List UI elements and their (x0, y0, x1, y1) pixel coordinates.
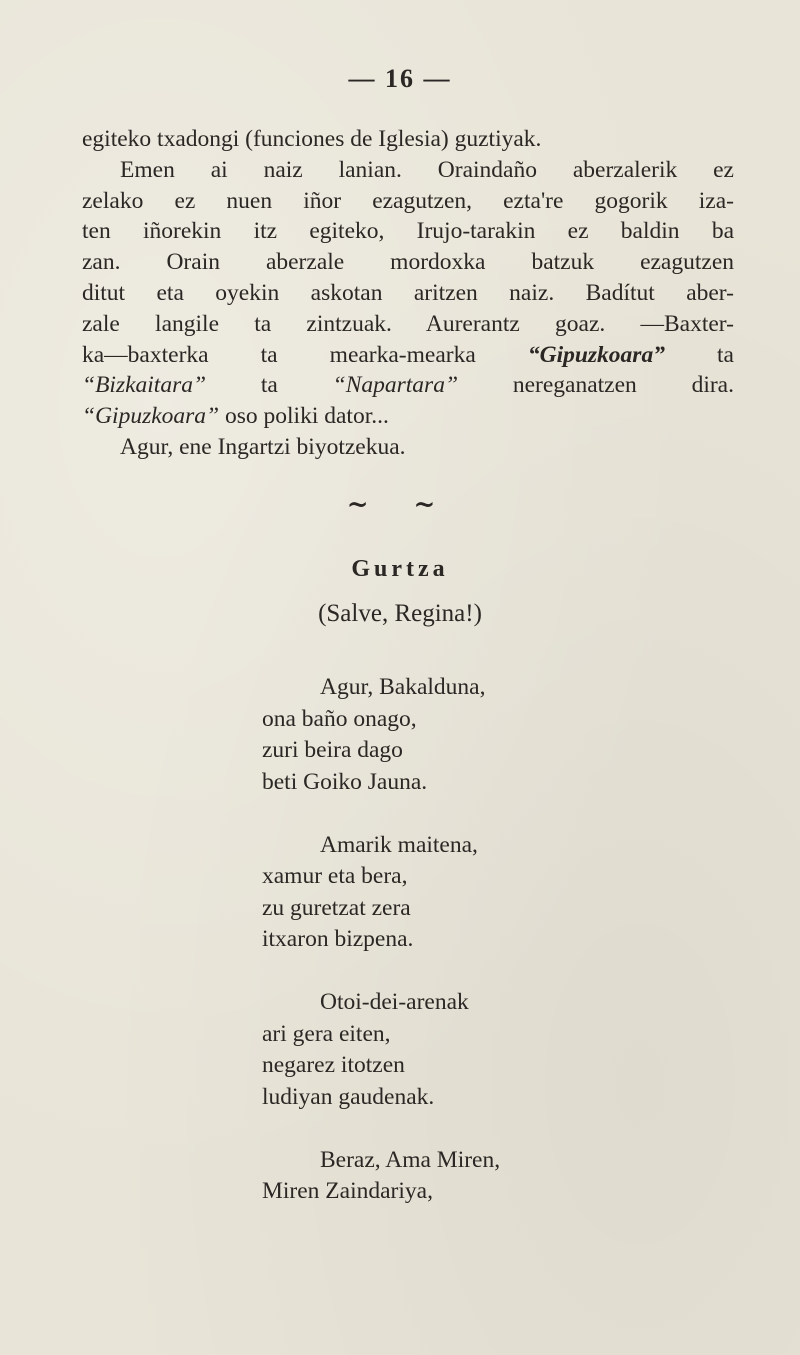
poem-verse: beti Goiko Jauna. (262, 768, 428, 795)
poem-verse: Beraz, Ama Miren, (320, 1146, 501, 1173)
prose-fragment: nereganatzen dira. (458, 372, 734, 399)
prose-line (82, 340, 734, 371)
prose-line: ten iñorekin itz egiteko, Irujo-tarakin ez baldin ba (82, 218, 734, 245)
poem-verse: Otoi-dei-arenak (320, 989, 469, 1015)
poem-verse: zu guretzat zera (262, 894, 411, 921)
poem-verse: ludiyan gaudenak. (262, 1083, 435, 1110)
prose-line: zale langile ta zintzuak. Aurerantz goaz. —Baxter- (82, 310, 734, 337)
poem-title: Gurtza (351, 556, 449, 582)
prose-line: ditut eta oyekin askotan aritzen naiz. Badítut aber- (82, 279, 734, 306)
closing-line: Agur, ene Ingartzi biyotzekua. (120, 433, 406, 460)
prose-line: Emen ai naiz lanian. Oraindaño aberzalerik ez (120, 156, 734, 183)
prose-fragment: ka—baxterka ta mearka-mearka (82, 341, 528, 368)
poem-stanza (262, 1145, 622, 1208)
poem-body (262, 672, 622, 1239)
quoted-title: “Gipuzkoara” (527, 341, 665, 368)
poem-verse: xamur eta bera, (262, 863, 408, 889)
poem-verse: itxaron bizpena. (262, 926, 414, 952)
poem-verse: negarez itotzen (262, 1052, 405, 1078)
poem-verse: Agur, Bakalduna, (320, 674, 486, 700)
letter-text (82, 124, 734, 463)
prose-fragment: ta (206, 372, 333, 399)
prose-line: zan. Orain aberzale mordoxka batzuk ezagutzen (82, 249, 734, 276)
poem-stanza (262, 672, 622, 798)
poem-verse: Miren Zaindariya, (262, 1178, 433, 1204)
poem-subtitle: (Salve, Regina!) (318, 600, 482, 627)
prose-fragment: ta (664, 341, 734, 368)
prose-fragment: oso poliki dator... (219, 403, 389, 430)
prose-line: zelako ez nuen iñor ezagutzen, ezta're gogorik iza- (82, 187, 734, 214)
poem-verse: ona baño onago, (262, 705, 417, 732)
poem-verse: Amarik maitena, (320, 831, 478, 858)
prose-line (82, 370, 734, 401)
page-number: — 16 — (348, 64, 452, 93)
prose-line: egiteko txadongi (funciones de Iglesia) guztiyak. (82, 126, 542, 152)
poem-stanza (262, 830, 622, 956)
quoted-title: “Napartara” (332, 372, 459, 399)
poem-verse: ari gera eiten, (262, 1020, 391, 1047)
quoted-title: “Bizkaitara” (82, 372, 207, 399)
poem-verse: zuri beira dago (262, 737, 403, 763)
section-ornament: ~ ~ (346, 490, 454, 520)
quoted-title: “Gipuzkoara” (82, 403, 220, 430)
poem-stanza (262, 987, 622, 1113)
prose-line (82, 401, 734, 432)
